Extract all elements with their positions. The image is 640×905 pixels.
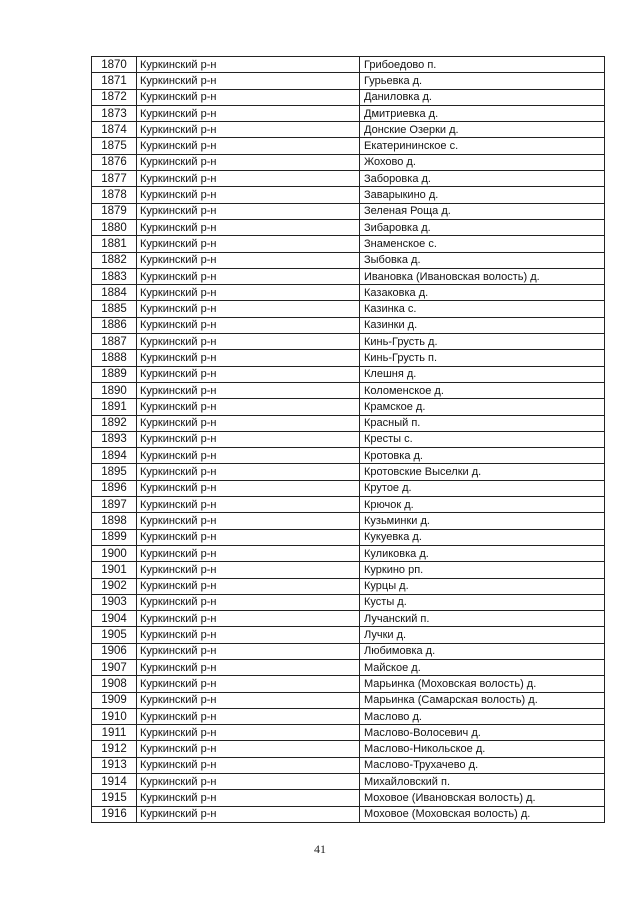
settlements-table-body bbox=[92, 57, 605, 823]
settlement-name-cell: Знаменское с. bbox=[360, 236, 605, 252]
table-row bbox=[92, 790, 605, 806]
table-row bbox=[92, 154, 605, 170]
settlement-name-cell: Маслово-Никольское д. bbox=[360, 741, 605, 757]
table-row bbox=[92, 741, 605, 757]
district-cell: Куркинский р-н bbox=[137, 219, 360, 235]
settlement-name-cell: Майское д. bbox=[360, 659, 605, 675]
district-cell: Куркинский р-н bbox=[137, 57, 360, 73]
district-cell: Куркинский р-н bbox=[137, 448, 360, 464]
district-cell: Куркинский р-н bbox=[137, 122, 360, 138]
district-cell: Куркинский р-н bbox=[137, 480, 360, 496]
district-cell: Куркинский р-н bbox=[137, 741, 360, 757]
settlement-name-cell: Маслово д. bbox=[360, 708, 605, 724]
settlement-name-cell: Екатерининское с. bbox=[360, 138, 605, 154]
table-row bbox=[92, 562, 605, 578]
district-cell: Куркинский р-н bbox=[137, 203, 360, 219]
row-number-cell: 1874 bbox=[92, 122, 137, 138]
table-row bbox=[92, 317, 605, 333]
settlement-name-cell: Куликовка д. bbox=[360, 545, 605, 561]
settlement-name-cell: Маслово-Волосевич д. bbox=[360, 725, 605, 741]
settlement-name-cell: Гурьевка д. bbox=[360, 73, 605, 89]
settlement-name-cell: Жохово д. bbox=[360, 154, 605, 170]
row-number-cell: 1878 bbox=[92, 187, 137, 203]
settlement-name-cell: Крамское д. bbox=[360, 399, 605, 415]
row-number-cell: 1873 bbox=[92, 105, 137, 121]
table-row bbox=[92, 415, 605, 431]
table-row bbox=[92, 219, 605, 235]
district-cell: Куркинский р-н bbox=[137, 676, 360, 692]
row-number-cell: 1912 bbox=[92, 741, 137, 757]
row-number-cell: 1902 bbox=[92, 578, 137, 594]
table-row bbox=[92, 627, 605, 643]
table-row bbox=[92, 73, 605, 89]
settlement-name-cell: Лучанский п. bbox=[360, 611, 605, 627]
district-cell: Куркинский р-н bbox=[137, 236, 360, 252]
row-number-cell: 1875 bbox=[92, 138, 137, 154]
row-number-cell: 1887 bbox=[92, 334, 137, 350]
district-cell: Куркинский р-н bbox=[137, 301, 360, 317]
table-row bbox=[92, 138, 605, 154]
row-number-cell: 1888 bbox=[92, 350, 137, 366]
table-row bbox=[92, 252, 605, 268]
settlement-name-cell: Кукуевка д. bbox=[360, 529, 605, 545]
table-row bbox=[92, 285, 605, 301]
settlement-name-cell: Зеленая Роща д. bbox=[360, 203, 605, 219]
row-number-cell: 1883 bbox=[92, 268, 137, 284]
table-row bbox=[92, 122, 605, 138]
row-number-cell: 1898 bbox=[92, 513, 137, 529]
row-number-cell: 1879 bbox=[92, 203, 137, 219]
settlement-name-cell: Заварыкино д. bbox=[360, 187, 605, 203]
row-number-cell: 1877 bbox=[92, 171, 137, 187]
table-row bbox=[92, 334, 605, 350]
row-number-cell: 1897 bbox=[92, 497, 137, 513]
district-cell: Куркинский р-н bbox=[137, 285, 360, 301]
row-number-cell: 1872 bbox=[92, 89, 137, 105]
district-cell: Куркинский р-н bbox=[137, 350, 360, 366]
settlement-name-cell: Клешня д. bbox=[360, 366, 605, 382]
row-number-cell: 1914 bbox=[92, 774, 137, 790]
row-number-cell: 1904 bbox=[92, 611, 137, 627]
row-number-cell: 1906 bbox=[92, 643, 137, 659]
row-number-cell: 1880 bbox=[92, 219, 137, 235]
row-number-cell: 1899 bbox=[92, 529, 137, 545]
table-row bbox=[92, 725, 605, 741]
district-cell: Куркинский р-н bbox=[137, 73, 360, 89]
district-cell: Куркинский р-н bbox=[137, 643, 360, 659]
table-row bbox=[92, 366, 605, 382]
district-cell: Куркинский р-н bbox=[137, 415, 360, 431]
table-row bbox=[92, 236, 605, 252]
row-number-cell: 1892 bbox=[92, 415, 137, 431]
table-row bbox=[92, 187, 605, 203]
row-number-cell: 1901 bbox=[92, 562, 137, 578]
table-row bbox=[92, 57, 605, 73]
district-cell: Куркинский р-н bbox=[137, 725, 360, 741]
district-cell: Куркинский р-н bbox=[137, 594, 360, 610]
row-number-cell: 1911 bbox=[92, 725, 137, 741]
settlement-name-cell: Коломенское д. bbox=[360, 382, 605, 398]
row-number-cell: 1870 bbox=[92, 57, 137, 73]
row-number-cell: 1871 bbox=[92, 73, 137, 89]
settlement-name-cell: Крутое д. bbox=[360, 480, 605, 496]
table-row bbox=[92, 480, 605, 496]
settlement-name-cell: Марьинка (Моховская волость) д. bbox=[360, 676, 605, 692]
district-cell: Куркинский р-н bbox=[137, 757, 360, 773]
settlement-name-cell: Кресты с. bbox=[360, 431, 605, 447]
table-row bbox=[92, 171, 605, 187]
table-row bbox=[92, 659, 605, 675]
settlement-name-cell: Маслово-Трухачево д. bbox=[360, 757, 605, 773]
settlement-name-cell: Кинь-Грусть д. bbox=[360, 334, 605, 350]
district-cell: Куркинский р-н bbox=[137, 659, 360, 675]
table-row bbox=[92, 774, 605, 790]
settlements-table bbox=[91, 56, 605, 823]
row-number-cell: 1915 bbox=[92, 790, 137, 806]
table-row bbox=[92, 708, 605, 724]
settlement-name-cell: Казинка с. bbox=[360, 301, 605, 317]
table-row bbox=[92, 611, 605, 627]
district-cell: Куркинский р-н bbox=[137, 89, 360, 105]
district-cell: Куркинский р-н bbox=[137, 578, 360, 594]
district-cell: Куркинский р-н bbox=[137, 366, 360, 382]
row-number-cell: 1876 bbox=[92, 154, 137, 170]
table-row bbox=[92, 89, 605, 105]
settlement-name-cell: Даниловка д. bbox=[360, 89, 605, 105]
table-row bbox=[92, 268, 605, 284]
district-cell: Куркинский р-н bbox=[137, 790, 360, 806]
district-cell: Куркинский р-н bbox=[137, 513, 360, 529]
settlement-name-cell: Кротовские Выселки д. bbox=[360, 464, 605, 480]
row-number-cell: 1886 bbox=[92, 317, 137, 333]
table-row bbox=[92, 806, 605, 822]
settlement-name-cell: Грибоедово п. bbox=[360, 57, 605, 73]
district-cell: Куркинский р-н bbox=[137, 105, 360, 121]
settlement-name-cell: Крючок д. bbox=[360, 497, 605, 513]
row-number-cell: 1895 bbox=[92, 464, 137, 480]
table-row bbox=[92, 497, 605, 513]
row-number-cell: 1916 bbox=[92, 806, 137, 822]
settlement-name-cell: Заборовка д. bbox=[360, 171, 605, 187]
district-cell: Куркинский р-н bbox=[137, 252, 360, 268]
row-number-cell: 1913 bbox=[92, 757, 137, 773]
district-cell: Куркинский р-н bbox=[137, 154, 360, 170]
settlement-name-cell: Михайловский п. bbox=[360, 774, 605, 790]
page-number: 41 bbox=[314, 842, 326, 856]
district-cell: Куркинский р-н bbox=[137, 529, 360, 545]
table-row bbox=[92, 692, 605, 708]
district-cell: Куркинский р-н bbox=[137, 171, 360, 187]
district-cell: Куркинский р-н bbox=[137, 464, 360, 480]
row-number-cell: 1908 bbox=[92, 676, 137, 692]
table-row bbox=[92, 350, 605, 366]
table-row bbox=[92, 643, 605, 659]
district-cell: Куркинский р-н bbox=[137, 774, 360, 790]
row-number-cell: 1910 bbox=[92, 708, 137, 724]
row-number-cell: 1905 bbox=[92, 627, 137, 643]
settlement-name-cell: Кротовка д. bbox=[360, 448, 605, 464]
table-row bbox=[92, 382, 605, 398]
table-row bbox=[92, 464, 605, 480]
district-cell: Куркинский р-н bbox=[137, 806, 360, 822]
table-row bbox=[92, 399, 605, 415]
row-number-cell: 1909 bbox=[92, 692, 137, 708]
settlement-name-cell: Дмитриевка д. bbox=[360, 105, 605, 121]
row-number-cell: 1903 bbox=[92, 594, 137, 610]
table-row bbox=[92, 676, 605, 692]
settlement-name-cell: Курцы д. bbox=[360, 578, 605, 594]
row-number-cell: 1890 bbox=[92, 382, 137, 398]
district-cell: Куркинский р-н bbox=[137, 317, 360, 333]
settlement-name-cell: Марьинка (Самарская волость) д. bbox=[360, 692, 605, 708]
district-cell: Куркинский р-н bbox=[137, 334, 360, 350]
table-row bbox=[92, 203, 605, 219]
district-cell: Куркинский р-н bbox=[137, 562, 360, 578]
settlement-name-cell: Ивановка (Ивановская волость) д. bbox=[360, 268, 605, 284]
row-number-cell: 1884 bbox=[92, 285, 137, 301]
district-cell: Куркинский р-н bbox=[137, 627, 360, 643]
district-cell: Куркинский р-н bbox=[137, 382, 360, 398]
row-number-cell: 1896 bbox=[92, 480, 137, 496]
table-row bbox=[92, 594, 605, 610]
settlement-name-cell: Моховое (Моховская волость) д. bbox=[360, 806, 605, 822]
district-cell: Куркинский р-н bbox=[137, 692, 360, 708]
row-number-cell: 1882 bbox=[92, 252, 137, 268]
row-number-cell: 1891 bbox=[92, 399, 137, 415]
row-number-cell: 1894 bbox=[92, 448, 137, 464]
settlement-name-cell: Моховое (Ивановская волость) д. bbox=[360, 790, 605, 806]
settlement-name-cell: Зибаровка д. bbox=[360, 219, 605, 235]
settlement-name-cell: Красный п. bbox=[360, 415, 605, 431]
settlement-name-cell: Лучки д. bbox=[360, 627, 605, 643]
district-cell: Куркинский р-н bbox=[137, 187, 360, 203]
district-cell: Куркинский р-н bbox=[137, 545, 360, 561]
row-number-cell: 1885 bbox=[92, 301, 137, 317]
district-cell: Куркинский р-н bbox=[137, 138, 360, 154]
settlement-name-cell: Казинки д. bbox=[360, 317, 605, 333]
table-row bbox=[92, 513, 605, 529]
row-number-cell: 1889 bbox=[92, 366, 137, 382]
district-cell: Куркинский р-н bbox=[137, 431, 360, 447]
table-row bbox=[92, 578, 605, 594]
table-row bbox=[92, 301, 605, 317]
district-cell: Куркинский р-н bbox=[137, 268, 360, 284]
table-row bbox=[92, 448, 605, 464]
district-cell: Куркинский р-н bbox=[137, 497, 360, 513]
settlement-name-cell: Кинь-Грусть п. bbox=[360, 350, 605, 366]
table-row bbox=[92, 757, 605, 773]
settlement-name-cell: Любимовка д. bbox=[360, 643, 605, 659]
row-number-cell: 1881 bbox=[92, 236, 137, 252]
settlement-name-cell: Куркино рп. bbox=[360, 562, 605, 578]
district-cell: Куркинский р-н bbox=[137, 611, 360, 627]
row-number-cell: 1900 bbox=[92, 545, 137, 561]
settlement-name-cell: Зыбовка д. bbox=[360, 252, 605, 268]
table-row bbox=[92, 105, 605, 121]
row-number-cell: 1907 bbox=[92, 659, 137, 675]
table-row bbox=[92, 529, 605, 545]
table-row bbox=[92, 545, 605, 561]
table-row bbox=[92, 431, 605, 447]
settlement-name-cell: Кусты д. bbox=[360, 594, 605, 610]
district-cell: Куркинский р-н bbox=[137, 399, 360, 415]
row-number-cell: 1893 bbox=[92, 431, 137, 447]
settlement-name-cell: Донские Озерки д. bbox=[360, 122, 605, 138]
settlement-name-cell: Казаковка д. bbox=[360, 285, 605, 301]
district-cell: Куркинский р-н bbox=[137, 708, 360, 724]
settlement-name-cell: Кузьминки д. bbox=[360, 513, 605, 529]
